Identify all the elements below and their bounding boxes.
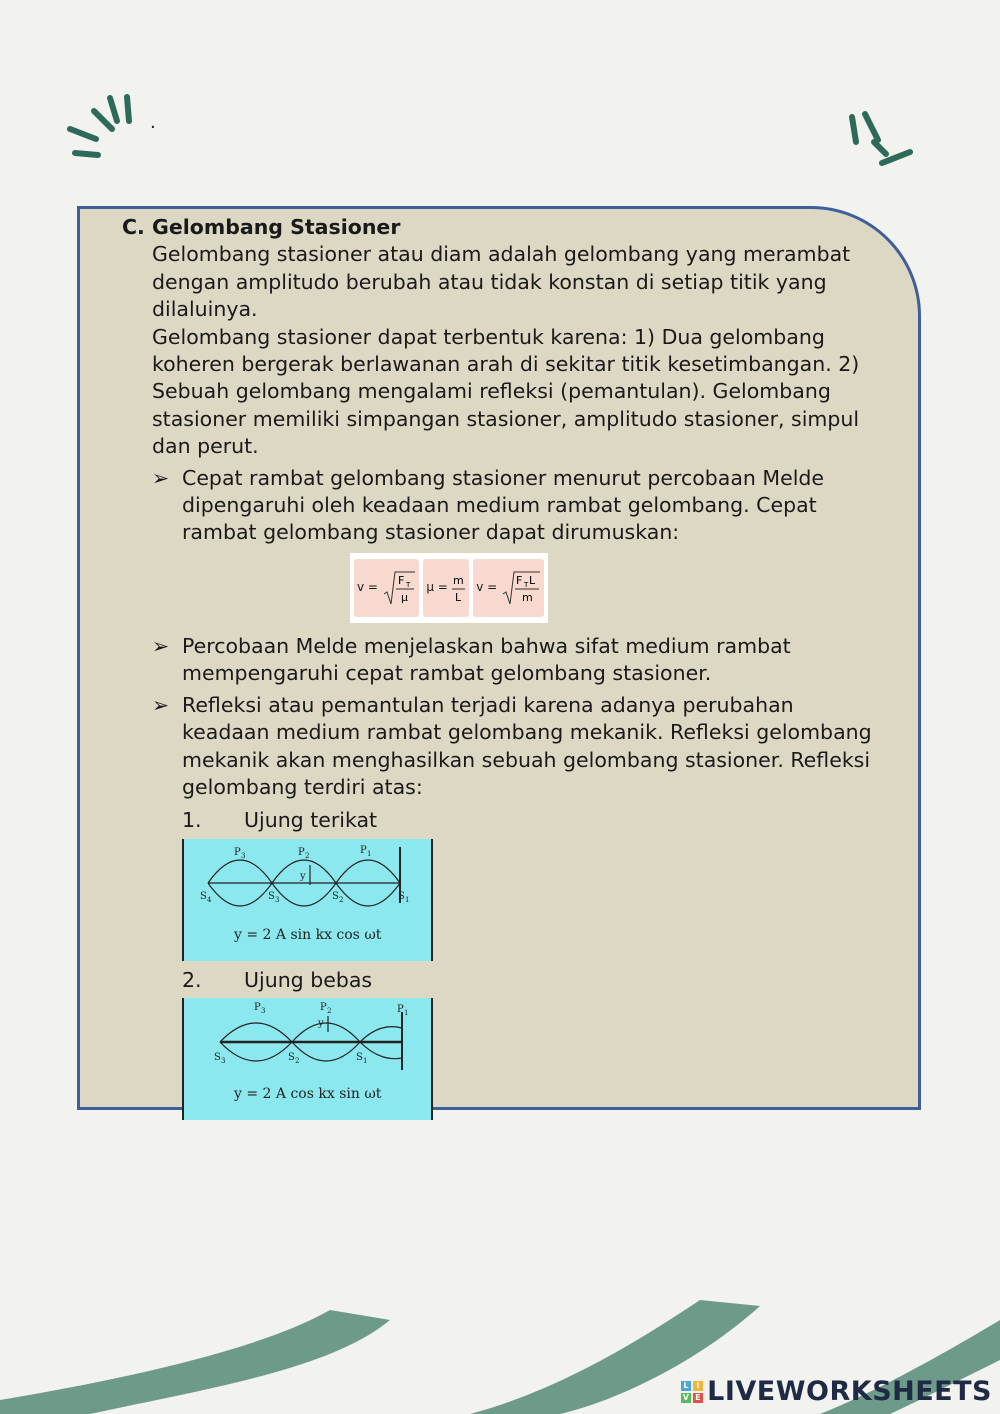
arrow-bullet-icon: ➢ xyxy=(152,465,170,490)
bullet-text: Refleksi atau pemantulan terjadi karena adanya perubahan keadaan medium rambat gelombang mekanik. Refleksi gelombang mekanik akan menghasilkan sebuah gelombang stasioner. Refleksi gelombang terdiri atas: xyxy=(182,692,872,799)
svg-text:L: L xyxy=(454,590,461,604)
bullet-list xyxy=(122,465,882,1120)
svg-text:3: 3 xyxy=(275,895,280,904)
stroke-right-1 xyxy=(852,117,856,142)
free-end-wave-svg xyxy=(184,998,431,1114)
svg-text:P: P xyxy=(254,1002,261,1014)
bullet-text: Percobaan Melde menjelaskan bahwa sifat medium rambat mempengaruhi cepat rambat gelombang stasioner. xyxy=(182,633,791,686)
svg-text:S: S xyxy=(268,890,275,902)
svg-text:3: 3 xyxy=(221,1057,226,1066)
svg-text:P: P xyxy=(234,846,241,858)
numbered-item-fixed-end: 1. Ujung terikat xyxy=(182,808,378,833)
section-heading xyxy=(122,214,882,241)
svg-text:F: F xyxy=(516,573,523,587)
paragraph-definition: Gelombang stasioner atau diam adalah gelombang yang merambat dengan amplitudo berubah atau tidak konstan di setiap titik yang dilaluinya. xyxy=(152,242,851,322)
bullet-item xyxy=(152,465,882,623)
svg-text:y: y xyxy=(318,1018,324,1030)
decor-dot: . xyxy=(150,112,156,133)
svg-text:S: S xyxy=(356,1052,363,1064)
bullet-text: Cepat rambat gelombang stasioner menurut percobaan Melde dipengaruhi oleh keadaan medium rambat gelombang. Cepat rambat gelombang stasioner dapat dirumuskan: xyxy=(182,465,825,545)
mu-symbol: μ xyxy=(400,590,408,604)
svg-text:T: T xyxy=(405,580,411,589)
fixed-end-equation: y = 2 A sin kx cos ωt xyxy=(234,926,382,943)
svg-text:3: 3 xyxy=(241,851,246,860)
section-title: Gelombang Stasioner xyxy=(152,215,401,239)
svg-text:1: 1 xyxy=(363,1057,368,1066)
ft-symbol: F xyxy=(397,573,405,587)
stroke-left-1 xyxy=(70,129,96,139)
svg-text:S: S xyxy=(200,890,207,902)
bullet-item xyxy=(152,692,882,1120)
svg-text:S: S xyxy=(288,1052,295,1064)
formula-image xyxy=(350,553,548,623)
svg-text:m: m xyxy=(452,573,464,587)
free-end-equation: y = 2 A cos kx sin ωt xyxy=(234,1086,382,1103)
fixed-end-diagram xyxy=(182,839,433,961)
bullet-item xyxy=(152,633,882,688)
section-content xyxy=(122,214,882,1124)
stroke-left-2 xyxy=(75,153,98,155)
svg-text:4: 4 xyxy=(207,895,212,904)
svg-text:P: P xyxy=(320,1002,327,1014)
svg-text:L: L xyxy=(529,573,536,587)
svg-text:3: 3 xyxy=(261,1007,266,1016)
svg-text:2: 2 xyxy=(305,851,310,860)
liveworksheets-brand xyxy=(681,1376,992,1407)
sqrt-fraction xyxy=(382,568,416,608)
formula-velocity: v = F T μ xyxy=(354,559,419,617)
svg-text:m: m xyxy=(522,590,533,604)
svg-text:1: 1 xyxy=(367,849,372,858)
brand-logo-icon: L I V E xyxy=(681,1381,703,1403)
arrow-bullet-icon: ➢ xyxy=(152,692,170,717)
stroke-left-3 xyxy=(94,111,112,129)
paragraph-formation: Gelombang stasioner dapat terbentuk karena: 1) Dua gelombang koheren bergerak berlawanan arah di sekitar titik kesetimbangan. 2) Sebuah gelombang mengalami refleksi (pemantulan). Gelombang stasioner memiliki simpangan stasioner, amplitudo stasioner, simpul dan perut. xyxy=(152,324,860,459)
svg-text:1: 1 xyxy=(404,1009,409,1018)
brand-text: LIVEWORKSHEETS xyxy=(707,1376,992,1407)
svg-text:P: P xyxy=(360,844,367,856)
svg-text:P: P xyxy=(298,846,305,858)
svg-text:2: 2 xyxy=(327,1007,332,1016)
stroke-left-4 xyxy=(110,98,117,121)
svg-text:S: S xyxy=(332,890,339,902)
svg-text:S: S xyxy=(398,890,405,902)
formula-mu: μ = m L xyxy=(423,559,468,617)
stroke-right-3 xyxy=(874,142,886,154)
decorative-strokes xyxy=(0,0,1000,200)
stroke-left-5 xyxy=(127,97,129,121)
numbered-item-free-end: 2. Ujung bebas xyxy=(182,967,373,992)
svg-text:S: S xyxy=(214,1052,221,1064)
fraction xyxy=(452,568,466,608)
svg-text:T: T xyxy=(524,580,529,589)
free-end-diagram xyxy=(182,998,433,1120)
stroke-right-2 xyxy=(865,114,878,140)
formula-velocity-alt: v = F T L m xyxy=(473,559,544,617)
fixed-end-wave-svg xyxy=(184,839,431,961)
svg-text:2: 2 xyxy=(295,1057,300,1066)
svg-text:1: 1 xyxy=(405,895,410,904)
section-letter: C. xyxy=(122,215,145,239)
wave-shape-left xyxy=(0,1310,390,1414)
svg-text:y: y xyxy=(300,870,306,882)
svg-text:P: P xyxy=(397,1004,404,1016)
arrow-bullet-icon: ➢ xyxy=(152,633,170,658)
svg-text:2: 2 xyxy=(339,895,344,904)
sqrt-fraction-alt xyxy=(501,568,541,608)
